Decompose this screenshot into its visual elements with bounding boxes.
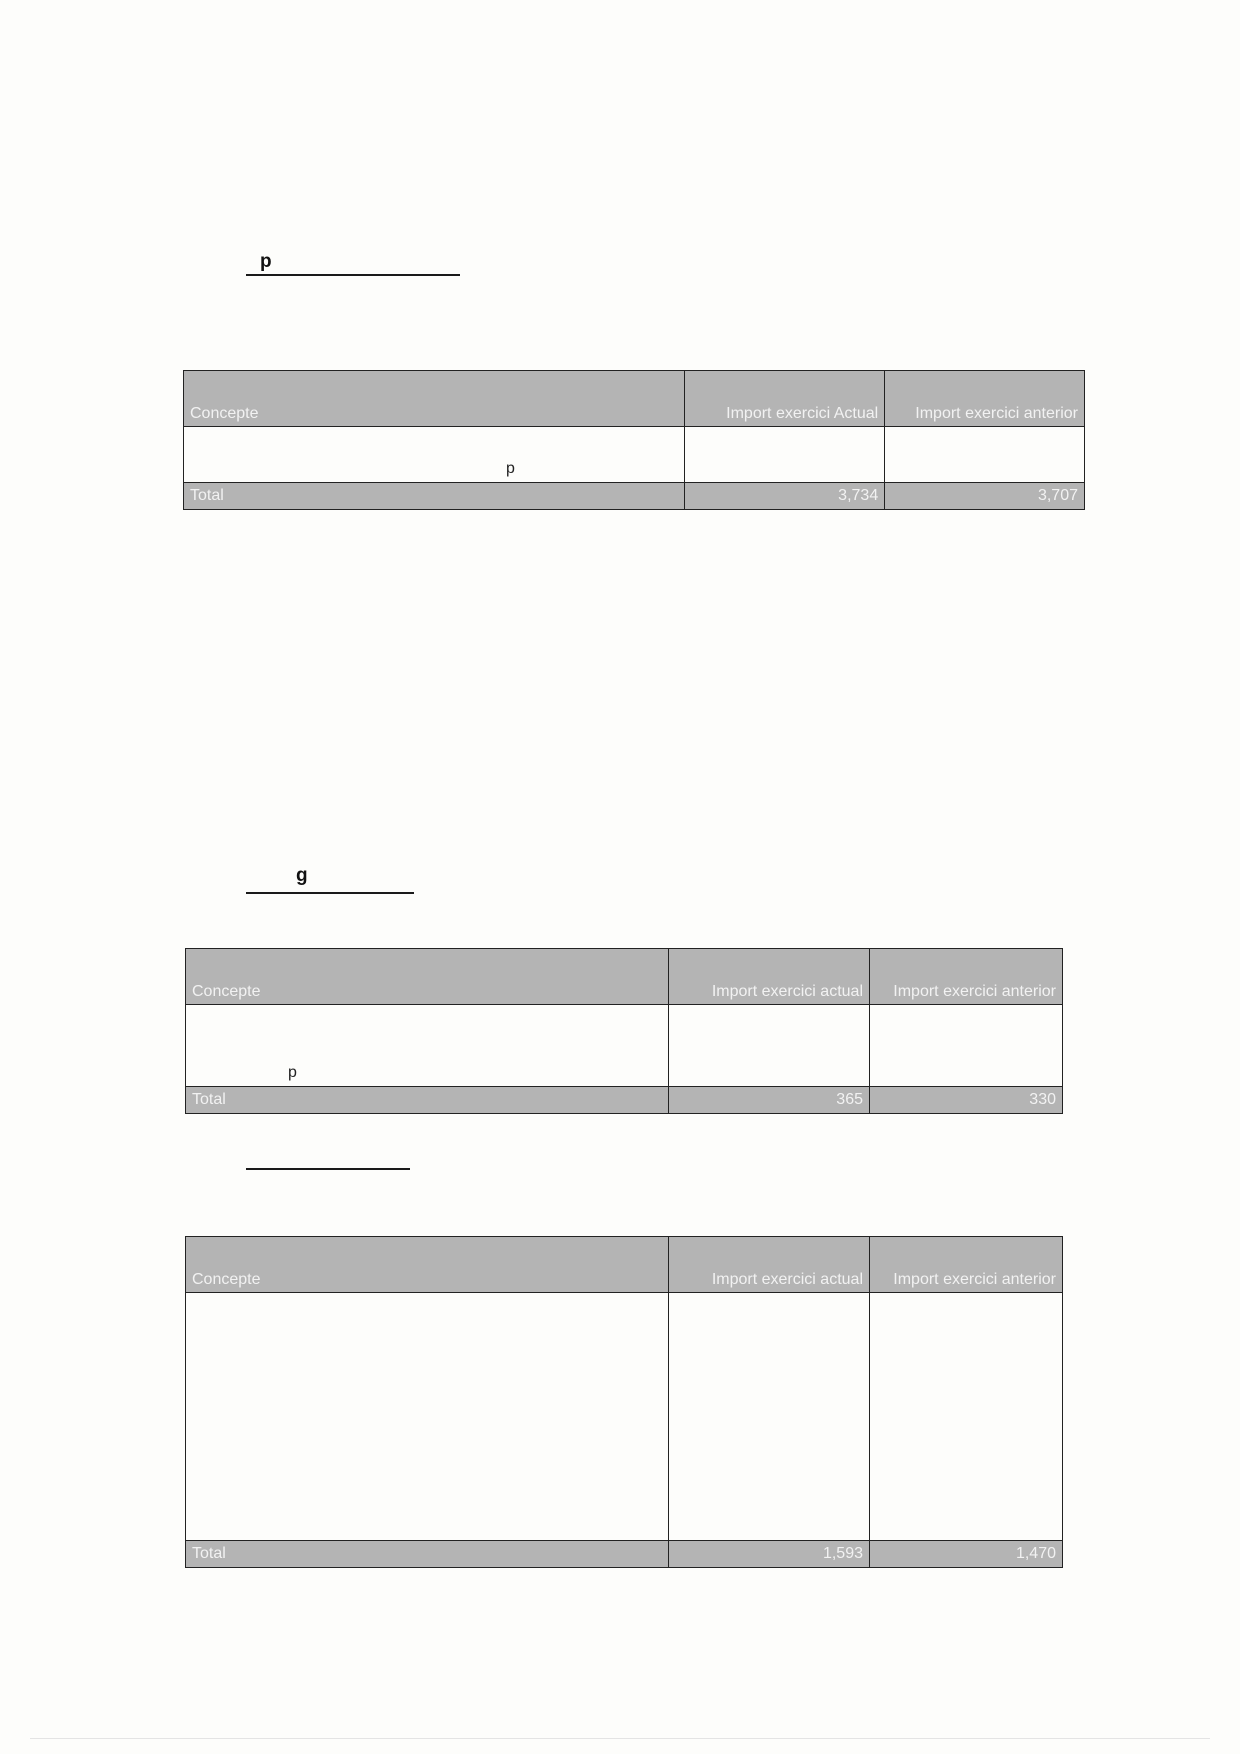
- total-row: [186, 1541, 1063, 1568]
- header-current-label: Import exercici actual: [711, 1271, 863, 1288]
- section-2-heading-text: g: [296, 865, 308, 886]
- header-current-label: Import exercici Actual: [726, 405, 879, 422]
- header-concept-label: Concepte: [192, 1271, 261, 1288]
- header-previous: [870, 1237, 1063, 1293]
- body-cell-current: [669, 1293, 870, 1541]
- section-2-table: [185, 948, 1063, 1114]
- table-header-row: [186, 949, 1063, 1005]
- header-previous-label: Import exercici anterior: [915, 405, 1078, 422]
- header-concept-label: Concepte: [190, 405, 259, 422]
- total-previous: 1,470: [870, 1541, 1063, 1568]
- header-current: [669, 949, 870, 1005]
- table-row: [186, 1293, 1063, 1541]
- body-cell-previous: [885, 427, 1085, 483]
- total-previous: 330: [870, 1087, 1063, 1114]
- header-previous: [885, 371, 1085, 427]
- total-row: [186, 1087, 1063, 1114]
- section-3-heading: [246, 1146, 410, 1170]
- header-concept-label: Concepte: [192, 983, 261, 1000]
- page-bottom-rule: [30, 1738, 1210, 1739]
- body-cell-current: [685, 427, 885, 483]
- total-current: 365: [669, 1087, 870, 1114]
- body-cell-concept: [184, 427, 685, 483]
- section-1-heading-text: p: [260, 251, 272, 272]
- section-1-heading: [246, 252, 460, 276]
- body-cell-previous: [870, 1293, 1063, 1541]
- body-cell-previous: [870, 1005, 1063, 1087]
- table-header-row: [186, 1237, 1063, 1293]
- table-row: [184, 427, 1085, 483]
- header-previous: [870, 949, 1063, 1005]
- header-previous-label: Import exercici anterior: [893, 983, 1056, 1000]
- total-row: [184, 483, 1085, 510]
- total-current: 1,593: [669, 1541, 870, 1568]
- table-header-row: [184, 371, 1085, 427]
- header-concept: [186, 949, 669, 1005]
- body-cell-concept: [186, 1293, 669, 1541]
- body-concept-text: p: [288, 1064, 297, 1081]
- section-1-table: [183, 370, 1085, 510]
- body-concept-text: p: [506, 460, 515, 477]
- total-label: Total: [186, 1541, 669, 1568]
- header-current: [669, 1237, 870, 1293]
- table-row: [186, 1005, 1063, 1087]
- section-2-heading: [246, 865, 414, 894]
- header-current: [685, 371, 885, 427]
- header-current-label: Import exercici actual: [711, 983, 863, 1000]
- body-cell-concept: [186, 1005, 669, 1087]
- section-3-table: [185, 1236, 1063, 1568]
- header-previous-label: Import exercici anterior: [893, 1271, 1056, 1288]
- total-label: Total: [186, 1087, 669, 1114]
- header-concept: [184, 371, 685, 427]
- total-previous: 3,707: [885, 483, 1085, 510]
- header-concept: [186, 1237, 669, 1293]
- total-current: 3,734: [685, 483, 885, 510]
- body-cell-current: [669, 1005, 870, 1087]
- total-label: Total: [184, 483, 685, 510]
